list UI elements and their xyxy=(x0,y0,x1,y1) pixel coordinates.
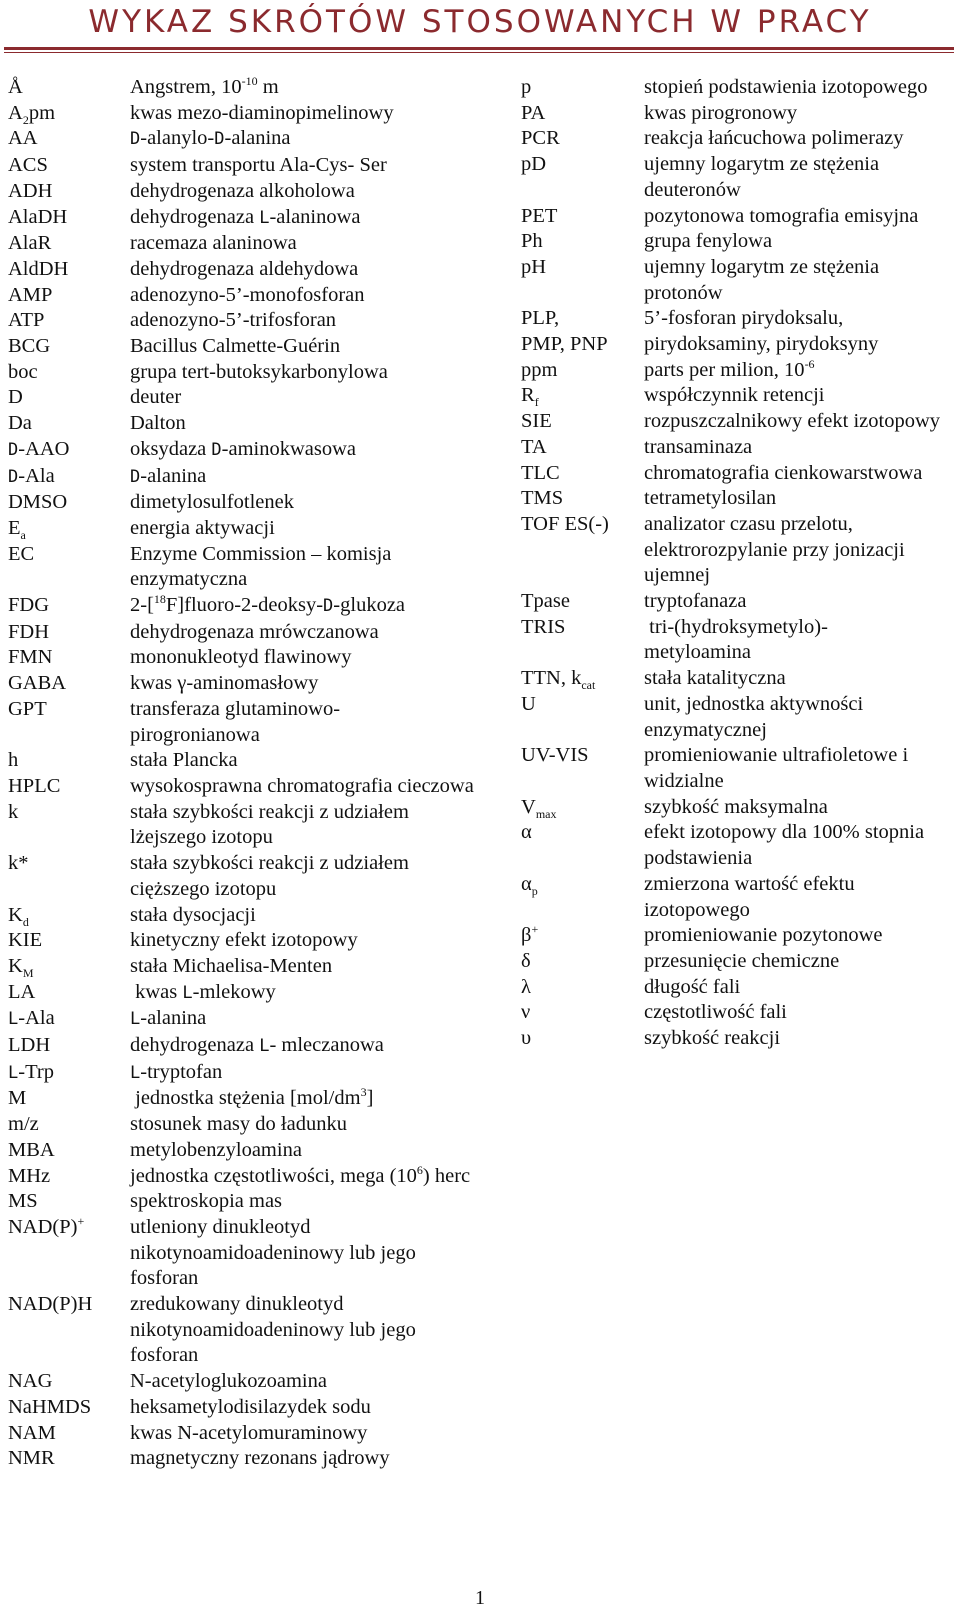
abbreviation-definition: częstotliwość fali xyxy=(644,1001,787,1024)
abbreviation-term: TOF ES(-) xyxy=(521,512,609,535)
abbreviation-definition: zmierzona wartość efektu izotopowego xyxy=(644,872,855,921)
abbreviation-row xyxy=(8,1395,478,1421)
page-title: WYKAZ SKRÓTÓW STOSOWANYCH W PRACY xyxy=(88,4,872,40)
abbreviation-row xyxy=(521,409,957,435)
abbreviation-row xyxy=(521,204,957,230)
abbreviation-term: h xyxy=(8,749,19,772)
abbreviation-row xyxy=(8,308,478,334)
abbreviation-row xyxy=(521,692,957,743)
abbreviation-definition: długość fali xyxy=(644,975,741,998)
abbreviation-term: Tpase xyxy=(521,590,570,613)
abbreviation-definition: Bacillus Calmette-Guérin xyxy=(130,335,341,358)
abbreviation-definition: ujemny logarytm ze stężenia protonów xyxy=(644,255,880,304)
abbreviation-term: TMS xyxy=(521,487,564,510)
abbreviation-definition: unit, jednostka aktywności enzymatycznej xyxy=(644,692,864,741)
abbreviation-term: ν xyxy=(521,1001,531,1024)
abbreviation-row xyxy=(8,75,478,101)
abbreviation-row xyxy=(521,743,957,794)
abbreviation-definition: wysokosprawna chromatografia cieczowa xyxy=(130,774,474,797)
abbreviation-definition: reakcja łańcuchowa polimerazy xyxy=(644,127,904,150)
abbreviation-term: α xyxy=(521,821,532,844)
abbreviation-row xyxy=(521,306,957,332)
abbreviation-term: Da xyxy=(8,412,32,435)
abbreviation-row xyxy=(521,589,957,615)
abbreviation-row xyxy=(8,774,478,800)
abbreviation-row xyxy=(8,257,478,283)
abbreviation-term: $V_{max}$ xyxy=(521,795,557,821)
abbreviation-row xyxy=(8,1060,478,1087)
abbreviation-term: TLC xyxy=(521,461,560,484)
abbreviation-term: k xyxy=(8,800,19,823)
abbreviation-row xyxy=(8,231,478,257)
abbreviation-row xyxy=(521,949,957,975)
abbreviation-definition: dehydrogenaza mrówczanowa xyxy=(130,620,379,643)
abbreviation-definition: kwas pirogronowy xyxy=(644,101,798,124)
abbreviation-row xyxy=(8,1112,478,1138)
abbreviation-row xyxy=(521,358,957,384)
abbreviation-definition: metylobenzyloamina xyxy=(130,1138,302,1161)
abbreviation-definition: promieniowanie pozytonowe xyxy=(644,924,883,947)
abbreviation-row xyxy=(521,1026,957,1052)
abbreviation-row xyxy=(8,205,478,232)
abbreviation-row xyxy=(8,1215,478,1292)
abbreviation-row xyxy=(8,153,478,179)
abbreviation-row xyxy=(8,1006,478,1033)
abbreviation-row xyxy=(521,75,957,101)
abbreviation-term: p xyxy=(521,76,532,98)
abbreviation-row xyxy=(521,512,957,589)
abbreviation-term: NAM xyxy=(8,1421,56,1444)
abbreviation-definition: system transportu Ala-Cys- Ser xyxy=(130,154,387,177)
abbreviation-term: U xyxy=(521,692,536,715)
abbreviation-row xyxy=(8,851,478,902)
abbreviation-term: GABA xyxy=(8,672,67,695)
abbreviation-definition: dehydrogenaza L- mleczanowa xyxy=(130,1034,384,1057)
abbreviation-term: PET xyxy=(521,204,558,227)
abbreviation-term: GPT xyxy=(8,697,47,720)
abbreviation-row xyxy=(8,1086,478,1112)
abbreviation-definition: stała szybkości reakcji z udziałem cięższego izotopu xyxy=(130,852,409,900)
abbreviation-term: D-AAO xyxy=(8,437,70,460)
abbreviation-term: $K_d$ xyxy=(8,903,29,929)
abbreviation-row xyxy=(8,283,478,309)
abbreviation-term: $A_2pm$ xyxy=(8,101,56,127)
abbreviation-definition: stopień podstawienia izotopowego xyxy=(644,76,928,98)
abbreviation-term: k* xyxy=(8,852,29,875)
abbreviation-term: NAD(P)+ xyxy=(8,1214,85,1238)
abbreviation-term: υ xyxy=(521,1027,532,1050)
abbreviation-term: PMP, PNP xyxy=(521,333,608,356)
abbreviation-definition: grupa tert-butoksykarbonylowa xyxy=(130,360,388,383)
abbreviation-row xyxy=(521,666,957,692)
abbreviation-row xyxy=(8,516,478,542)
abbreviation-definition: współczynnik retencji xyxy=(644,384,825,407)
abbreviation-definition: szybkość reakcji xyxy=(644,1027,781,1050)
abbreviation-definition: 5’-fosforan pirydoksalu, xyxy=(644,307,844,330)
abbreviation-term: Ph xyxy=(521,230,543,253)
abbreviation-row xyxy=(8,1138,478,1164)
abbreviation-list-right xyxy=(521,75,957,1052)
abbreviation-term: D-Ala xyxy=(8,464,55,487)
abbreviation-definition: przesunięcie chemiczne xyxy=(644,949,840,972)
abbreviation-definition: kwas N-acetylomuraminowy xyxy=(130,1421,368,1444)
abbreviation-row xyxy=(8,411,478,437)
abbreviation-row xyxy=(8,928,478,954)
abbreviation-term: pD xyxy=(521,153,547,176)
abbreviation-definition: tetrametylosilan xyxy=(644,487,777,510)
abbreviation-term: LA xyxy=(8,980,36,1003)
abbreviation-row xyxy=(8,697,478,748)
abbreviation-term: NMR xyxy=(8,1447,55,1470)
abbreviation-term: TTN, $k_{cat}$ xyxy=(521,667,596,693)
abbreviation-row xyxy=(521,332,957,358)
abbreviation-term: FDG xyxy=(8,594,50,617)
abbreviation-definition: stała katalityczna xyxy=(644,667,786,690)
abbreviation-definition: L-alanina xyxy=(130,1007,207,1030)
abbreviation-row xyxy=(8,1033,478,1060)
abbreviation-term: EC xyxy=(8,542,35,565)
abbreviation-definition: analizator czasu przelotu, elektrorozpylanie przy jonizacji ujemnej xyxy=(644,512,905,587)
abbreviation-term: L-Trp xyxy=(8,1060,54,1083)
abbreviation-term: λ xyxy=(521,975,531,998)
abbreviation-row xyxy=(8,748,478,774)
abbreviation-row xyxy=(8,101,478,127)
abbreviation-row xyxy=(8,671,478,697)
abbreviation-row xyxy=(521,795,957,821)
abbreviation-row xyxy=(521,101,957,127)
abbreviation-row xyxy=(8,620,478,646)
abbreviation-row xyxy=(8,980,478,1007)
abbreviation-definition: ujemny logarytm ze stężenia deuteronów xyxy=(644,153,880,201)
abbreviation-definition: dehydrogenaza L-alaninowa xyxy=(130,205,361,228)
abbreviation-definition: grupa fenylowa xyxy=(644,230,773,253)
abbreviation-definition: spektroskopia mas xyxy=(130,1190,283,1213)
abbreviation-term: FDH xyxy=(8,620,50,643)
abbreviation-term: $K_M$ xyxy=(8,954,34,980)
abbreviation-definition: racemaza alaninowa xyxy=(130,232,297,255)
abbreviation-term: $E_a$ xyxy=(8,516,26,543)
abbreviation-row xyxy=(521,255,957,306)
abbreviation-definition: stosunek masy do ładunku xyxy=(130,1113,347,1136)
abbreviation-definition: Dalton xyxy=(130,412,186,435)
abbreviation-term: M xyxy=(8,1087,27,1110)
abbreviation-row xyxy=(8,1189,478,1215)
abbreviation-term: β+ xyxy=(521,922,539,947)
abbreviation-term: AA xyxy=(8,127,38,150)
abbreviation-term: AMP xyxy=(8,283,53,306)
abbreviation-row xyxy=(521,615,957,666)
abbreviation-term: TRIS xyxy=(521,615,566,638)
abbreviation-definition: tryptofanaza xyxy=(644,590,747,613)
abbreviation-row xyxy=(8,437,478,464)
abbreviation-term: FMN xyxy=(8,646,53,669)
abbreviation-row xyxy=(521,975,957,1001)
abbreviation-term: NAD(P)H xyxy=(8,1293,93,1316)
abbreviation-definition: chromatografia cienkowarstwowa xyxy=(644,461,923,484)
abbreviation-term: L-Ala xyxy=(8,1007,55,1030)
abbreviation-definition: promieniowanie ultrafioletowe i widzialne xyxy=(644,744,909,792)
abbreviation-definition: transferaza glutaminowo- pirogronianowa xyxy=(130,697,341,746)
abbreviation-definition: magnetyczny rezonans jądrowy xyxy=(130,1447,390,1470)
abbreviation-row xyxy=(8,360,478,386)
abbreviation-definition: 2-[$^{18}$F]fluoro-2-deoksy-D-glukoza xyxy=(130,592,406,617)
abbreviation-term: $\alpha_p$ xyxy=(521,872,538,898)
abbreviation-definition: kwas γ-aminomasłowy xyxy=(130,672,319,695)
abbreviation-term: BCG xyxy=(8,335,51,358)
abbreviation-term: MS xyxy=(8,1190,38,1213)
abbreviation-term: ADH xyxy=(8,179,53,202)
abbreviation-row xyxy=(8,903,478,929)
abbreviation-row xyxy=(8,179,478,205)
abbreviation-row xyxy=(521,1000,957,1026)
abbreviation-definition: kwas mezo-diaminopimelinowy xyxy=(130,101,394,124)
abbreviation-list-left xyxy=(8,75,478,1472)
abbreviation-term: UV-VIS xyxy=(521,744,589,767)
abbreviation-term: pH xyxy=(521,255,547,278)
abbreviation-term: AlaR xyxy=(8,232,52,255)
abbreviation-definition: heksametylodisilazydek sodu xyxy=(130,1395,371,1418)
abbreviation-term: PA xyxy=(521,101,546,124)
abbreviation-row xyxy=(8,464,478,491)
abbreviation-row xyxy=(521,229,957,255)
abbreviation-row xyxy=(8,1164,478,1190)
abbreviation-definition: jednostka stężenia $[mol/dm^3]$ xyxy=(130,1085,374,1110)
abbreviation-term: MBA xyxy=(8,1138,55,1161)
abbreviation-row xyxy=(521,126,957,152)
abbreviation-definition: stała Michaelisa-Menten xyxy=(130,954,333,977)
abbreviation-row xyxy=(521,923,957,949)
abbreviation-definition: kwas L-mlekowy xyxy=(130,980,276,1003)
abbreviation-row xyxy=(8,800,478,851)
abbreviation-definition: zredukowany dinukleotyd nikotynoamidoadeninowy lub jego fosforan xyxy=(130,1293,416,1367)
abbreviation-definition: pozytonowa tomografia emisyjna xyxy=(644,204,919,227)
page-number: 1 xyxy=(475,1587,485,1609)
abbreviation-definition: deuter xyxy=(130,386,182,409)
abbreviation-definition: utleniony dinukleotyd nikotynoamidoadeninowy lub jego fosforan xyxy=(130,1215,416,1290)
abbreviation-definition: rozpuszczalnikowy efekt izotopowy xyxy=(644,410,941,433)
abbreviation-row xyxy=(521,461,957,487)
abbreviation-row xyxy=(8,1421,478,1447)
abbreviation-term: PLP, xyxy=(521,307,560,330)
abbreviation-row xyxy=(8,593,478,620)
abbreviation-row xyxy=(8,385,478,411)
abbreviation-definition: dehydrogenaza aldehydowa xyxy=(130,257,359,280)
abbreviation-row xyxy=(8,1292,478,1369)
abbreviation-term: AlaDH xyxy=(8,205,68,228)
abbreviation-row xyxy=(8,1446,478,1472)
abbreviation-definition: jednostka częstotliwości, mega $(10^6)$ herc xyxy=(130,1162,471,1187)
abbreviation-definition: adenozyno-5’-monofosforan xyxy=(130,283,365,306)
abbreviation-definition: transaminaza xyxy=(644,435,753,458)
abbreviation-term: D xyxy=(8,386,23,409)
abbreviation-definition: dehydrogenaza alkoholowa xyxy=(130,179,355,202)
abbreviation-definition: Enzyme Commission – komisja enzymatyczna xyxy=(130,542,392,591)
abbreviation-row xyxy=(521,383,957,409)
abbreviation-definition: stała szybkości reakcji z udziałem lżejszego izotopu xyxy=(130,800,409,849)
abbreviation-definition: tri-(hydroksymetylo)- metyloamina xyxy=(644,615,828,664)
abbreviation-definition: kinetyczny efekt izotopowy xyxy=(130,929,358,952)
abbreviation-definition: D-alanina xyxy=(130,464,207,487)
abbreviation-definition: szybkość maksymalna xyxy=(644,795,828,818)
abbreviation-row xyxy=(521,486,957,512)
title-rule xyxy=(4,47,954,53)
abbreviation-term: LDH xyxy=(8,1034,51,1057)
abbreviation-row xyxy=(521,435,957,461)
abbreviation-term: HPLC xyxy=(8,774,61,797)
abbreviation-row xyxy=(521,872,957,923)
abbreviation-term: Å xyxy=(8,76,23,98)
abbreviation-term: AldDH xyxy=(8,257,69,280)
abbreviation-definition: dimetylosulfotlenek xyxy=(130,491,294,514)
abbreviation-definition: Angstrem, $10^{-10}$ m xyxy=(130,74,279,98)
abbreviation-term: PCR xyxy=(521,127,560,150)
abbreviation-row xyxy=(8,1369,478,1395)
abbreviation-row xyxy=(8,490,478,516)
abbreviation-term: ACS xyxy=(8,154,48,177)
abbreviation-term: m/z xyxy=(8,1113,39,1136)
abbreviation-term: ATP xyxy=(8,309,45,332)
abbreviation-row xyxy=(521,152,957,203)
abbreviation-definition: L-tryptofan xyxy=(130,1060,223,1083)
abbreviation-definition: adenozyno-5’-trifosforan xyxy=(130,309,337,332)
abbreviation-row xyxy=(8,542,478,593)
abbreviation-definition: D-alanylo-D-alanina xyxy=(130,127,291,150)
abbreviation-definition: parts per milion, $10^{-6}$ xyxy=(644,356,815,381)
abbreviation-definition: pirydoksaminy, pirydoksyny xyxy=(644,333,879,356)
abbreviation-term: δ xyxy=(521,949,531,972)
abbreviation-definition: mononukleotyd flawinowy xyxy=(130,646,352,669)
abbreviation-term: SIE xyxy=(521,410,552,433)
abbreviation-definition: oksydaza D-aminokwasowa xyxy=(130,437,357,460)
abbreviation-term: boc xyxy=(8,360,38,383)
abbreviation-term: $R_f$ xyxy=(521,384,539,410)
abbreviation-row xyxy=(8,126,478,153)
abbreviation-term: TA xyxy=(521,435,547,458)
abbreviation-term: KIE xyxy=(8,929,43,952)
abbreviation-definition: energia aktywacji xyxy=(130,516,275,539)
abbreviation-row xyxy=(8,645,478,671)
abbreviation-definition: N-acetyloglukozoamina xyxy=(130,1370,327,1393)
abbreviation-definition: efekt izotopowy dla 100% stopnia podstawienia xyxy=(644,821,925,870)
abbreviation-term: MHz xyxy=(8,1164,51,1187)
abbreviation-row xyxy=(8,954,478,980)
abbreviation-term: NAG xyxy=(8,1370,53,1393)
abbreviation-term: ppm xyxy=(521,358,558,381)
abbreviation-row xyxy=(8,334,478,360)
abbreviation-term: NaHMDS xyxy=(8,1395,92,1418)
abbreviation-row xyxy=(521,820,957,871)
abbreviation-term: DMSO xyxy=(8,491,68,514)
abbreviation-definition: stała dysocjacji xyxy=(130,903,256,926)
abbreviation-definition: stała Plancka xyxy=(130,749,238,772)
